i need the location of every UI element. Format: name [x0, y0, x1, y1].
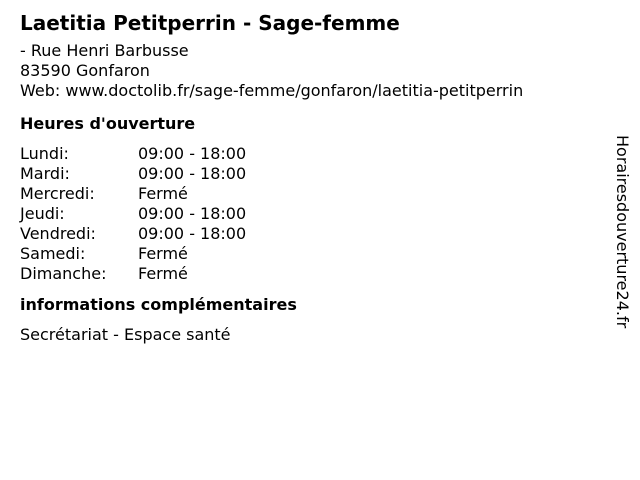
business-card: [20, 10, 600, 345]
time-value: 09:00 - 18:00: [138, 164, 247, 183]
web-link[interactable]: www.doctolib.fr/sage-femme/gonfaron/laetitia-petitperrin: [65, 81, 524, 100]
page-title: Laetitia Petitperrin - Sage-femme: [20, 11, 400, 35]
info-heading: informations complémentaires: [20, 295, 297, 314]
site-watermark: Horairesdouverture24.fr: [613, 135, 632, 329]
web-line: [20, 81, 600, 101]
hours-row-thursday: [20, 204, 600, 224]
street-line: - Rue Henri Barbusse: [20, 41, 189, 60]
web-label: Web:: [20, 81, 61, 100]
hours-row-sunday: [20, 264, 600, 284]
time-value: Fermé: [138, 244, 188, 263]
hours-row-saturday: [20, 244, 600, 264]
hours-row-tuesday: [20, 164, 600, 184]
hours-heading: Heures d'ouverture: [20, 114, 196, 133]
hours-row-friday: [20, 224, 600, 244]
info-text: Secrétariat - Espace santé: [20, 325, 231, 344]
day-label: Vendredi:: [20, 224, 96, 243]
day-label: Dimanche:: [20, 264, 107, 283]
time-value: 09:00 - 18:00: [138, 224, 247, 243]
hours-row-monday: [20, 144, 600, 164]
city-line: 83590 Gonfaron: [20, 61, 150, 80]
time-value: 09:00 - 18:00: [138, 204, 247, 223]
time-value: Fermé: [138, 264, 188, 283]
hours-table: [20, 144, 600, 284]
time-value: Fermé: [138, 184, 188, 203]
day-label: Mercredi:: [20, 184, 95, 203]
time-value: 09:00 - 18:00: [138, 144, 247, 163]
day-label: Lundi:: [20, 144, 69, 163]
day-label: Mardi:: [20, 164, 70, 183]
address-block: [20, 41, 600, 101]
hours-row-wednesday: [20, 184, 600, 204]
day-label: Jeudi:: [20, 204, 65, 223]
day-label: Samedi:: [20, 244, 86, 263]
